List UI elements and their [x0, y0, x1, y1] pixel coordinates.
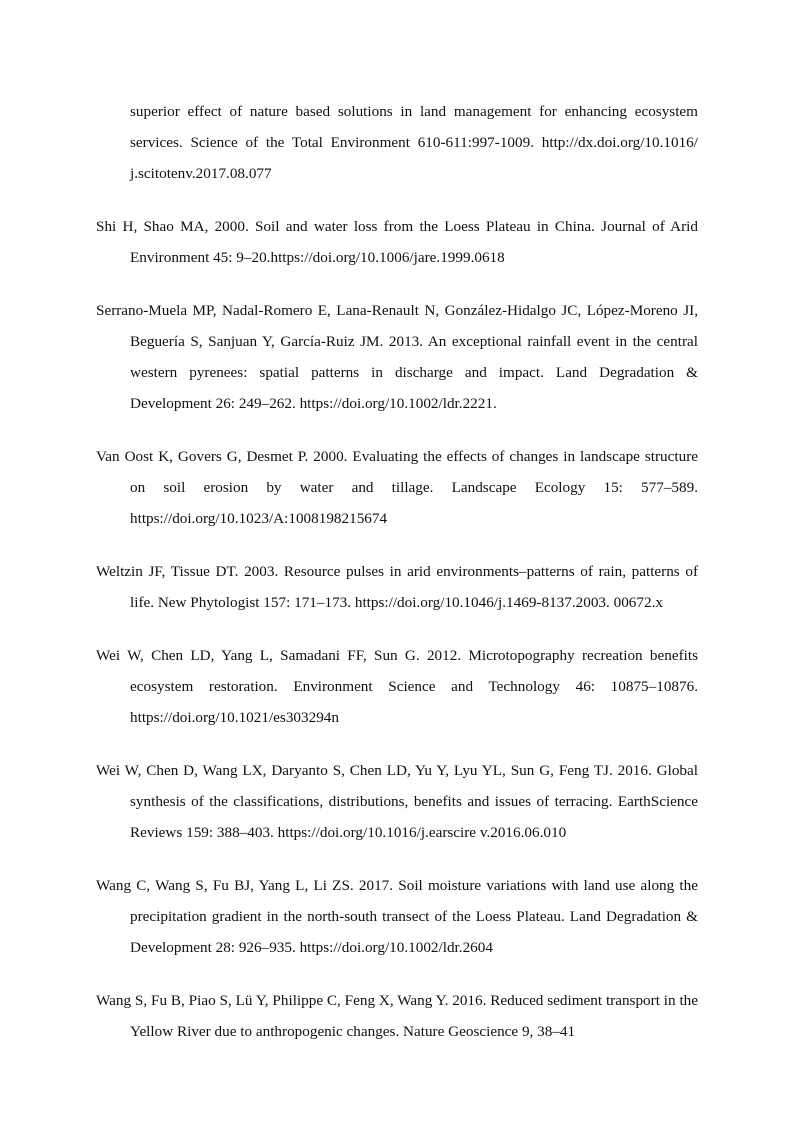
reference-entry: Wang S, Fu B, Piao S, Lü Y, Philippe C, Feng X, Wang Y. 2016. Reduced sediment transport in the Yellow River due to anthropogenic changes. Nature Geoscience 9, 38–41	[96, 992, 698, 1040]
reference-entry: Wang C, Wang S, Fu BJ, Yang L, Li ZS. 2017. Soil moisture variations with land use along the precipitation gradient in the north‐south transect of the Loess Plateau. Land Degradation & Development 28: 926–935. https://doi.org/10.1002/ldr.2604	[96, 877, 698, 956]
reference-entry: Wei W, Chen D, Wang LX, Daryanto S, Chen LD, Yu Y, Lyu YL, Sun G, Feng TJ. 2016. Global synthesis of the classifications, distributions, benefits and issues of terracing. EarthScience Reviews 159: 388–403. https://doi.org/10.1016/j.earscire v.2016.06.010	[96, 762, 698, 841]
reference-entry: Serrano-Muela MP, Nadal-Romero E, Lana-Renault N, González-Hidalgo JC, López-Moreno JI, Beguería S, Sanjuan Y, García-Ruiz JM. 2013. An exceptional rainfall event in the central western pyrenees: spatial patterns in discharge and impact. Land Degradation & Development 26: 249–262. https://doi.org/10.1002/ldr.2221.	[96, 302, 698, 412]
reference-list	[96, 96, 698, 1069]
reference-entry: Van Oost K, Govers G, Desmet P. 2000. Evaluating the effects of changes in landscape structure on soil erosion by water and tillage. Landscape Ecology 15: 577–589. https://doi.org/10.1023/A:1008198215674	[96, 448, 698, 527]
reference-entry-continued: superior effect of nature based solutions in land management for enhancing ecosystem services. Science of the Total Environment 610-611:997-1009. http://dx.doi.org/10.1016/ j.scitotenv.2017.08.077	[130, 103, 698, 182]
reference-entry: Wei W, Chen LD, Yang L, Samadani FF, Sun G. 2012. Microtopography recreation benefits ecosystem restoration. Environment Science and Technology 46: 10875–10876. https://doi.org/10.1021/es303294n	[96, 647, 698, 726]
reference-entry: Weltzin JF, Tissue DT. 2003. Resource pulses in arid environments–patterns of rain, patterns of life. New Phytologist 157: 171–173. https://doi.org/10.1046/j.1469-8137.2003. 00672.x	[96, 563, 698, 611]
reference-entry: Shi H, Shao MA, 2000. Soil and water loss from the Loess Plateau in China. Journal of Arid Environment 45: 9–20.https://doi.org/10.1006/jare.1999.0618	[96, 218, 698, 266]
